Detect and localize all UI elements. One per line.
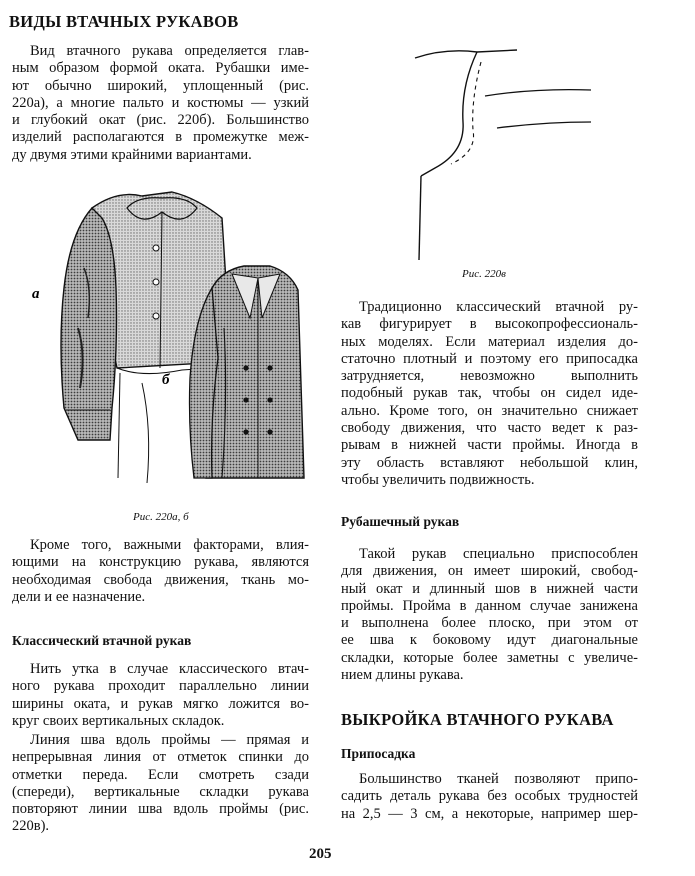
pattern-section-title: ВЫКРОЙКА ВТАЧНОГО РУКАВА <box>341 710 614 729</box>
text-line: ду двумя этими крайними вариантами. <box>12 146 252 163</box>
figure-label-a: а <box>32 286 40 302</box>
text-line: затрудняется, невозможно выполнить <box>341 368 638 385</box>
garment-illustration <box>22 178 312 488</box>
text-line: 220в). <box>12 818 50 835</box>
text-line: эту область вставляют небольшой клин, <box>341 454 638 471</box>
text-line: подобный рукав так, чтобы он сидел иде- <box>341 385 638 402</box>
text-line: Такой рукав специально приспособлен <box>359 546 638 562</box>
text-line: непрерывная линия от отметок спинки до <box>12 749 309 766</box>
text-line: Традиционно классический втачной ру- <box>359 299 638 315</box>
figure-label-b: б <box>162 372 170 388</box>
text-line: Линия шва вдоль проймы — прямая и <box>30 732 309 748</box>
text-line: повторяют линии шва вдоль проймы (рис. <box>12 801 309 818</box>
text-line: ально. Кроме того, он значительно снижает <box>341 402 638 419</box>
coat-figure-b <box>190 266 305 478</box>
text-line: ее шва к боковому идут диагональные <box>341 632 638 649</box>
text-line: на 2,5 — 3 см, а некоторые, например шер- <box>341 805 638 822</box>
classic-sleeve-heading: Классический втачной рукав <box>12 633 192 648</box>
shirt-paragraph <box>341 546 638 684</box>
text-line: Нить утка в случае классического втач- <box>30 661 309 677</box>
text-line: дели и ее назначение. <box>12 588 146 605</box>
text-line: свободу движения, что часто ведет к раз- <box>341 420 638 437</box>
text-line: ных моделях. Если материал изделия до- <box>341 333 638 350</box>
text-line: статочно плотный и поэтому его припосадка <box>341 350 638 367</box>
text-line: необходимая свобода движения, ткань мо- <box>12 571 309 588</box>
text-line: складки, которые более заметны с увеличе- <box>341 649 638 666</box>
text-line: рывам в нижней части проймы. Иногда в <box>341 437 638 454</box>
figure-caption-220ab: Рис. 220а, б <box>133 511 189 523</box>
text-line: садить деталь рукава без особых трудностей <box>341 788 638 805</box>
text-line: чтобы увеличить подвижность. <box>341 471 535 488</box>
text-line: ющими на конструкцию рукава, являются <box>12 554 309 571</box>
text-line: (спереди), вертикальные складки рукава <box>12 783 309 800</box>
text-line: проймы. Пройма в данном случае занижена <box>341 597 638 614</box>
tradition-paragraph <box>341 299 638 489</box>
text-line: ным образом формой оката. Рубашки име- <box>12 60 309 77</box>
figure-caption-220v: Рис. 220в <box>462 268 506 280</box>
text-line: ный окат и длинный шов в нижней части <box>341 580 638 597</box>
text-line: круг своих вертикальных складок. <box>12 712 225 729</box>
text-line: и глубокий окат (рис. 220б). Большинство <box>12 112 309 129</box>
classic-paragraph-1 <box>12 661 309 730</box>
text-line: Вид втачного рукава определяется глав- <box>30 43 309 59</box>
shirt-sleeve-heading: Рубашечный рукав <box>341 514 460 529</box>
ease-heading: Припосадка <box>341 746 416 761</box>
text-line: ного рукава проходит параллельно линии <box>12 678 309 695</box>
ease-paragraph <box>341 771 638 823</box>
text-line: и выполнена более плоско, при этом от <box>341 615 638 632</box>
text-line: ют обычно широкий, уплощенный (рис. <box>12 77 309 94</box>
text-line: ширины оката, и рукав мягко ложится во- <box>12 695 309 712</box>
factors-paragraph <box>12 537 309 606</box>
armhole-diagram <box>405 10 595 260</box>
text-line: для движения, он имеет широкий, свобод- <box>341 563 638 580</box>
section-title: ВИДЫ ВТАЧНЫХ РУКАВОВ <box>9 12 239 31</box>
intro-paragraph <box>12 43 309 164</box>
text-line: отметки переда. Если смотреть сзади <box>12 766 309 783</box>
classic-paragraph-2 <box>12 732 309 836</box>
text-line: Кроме того, важными факторами, влия- <box>30 537 309 553</box>
text-line: 220а), а многие пальто и костюмы — узкий <box>12 94 309 111</box>
text-line: кав фигурирует в высокопрофессиональ- <box>341 316 638 333</box>
text-line: нием длины рукава. <box>341 667 464 684</box>
text-line: изделий располагаются в промежутке меж- <box>12 129 309 146</box>
text-line: Большинство тканей позволяют припо- <box>359 771 638 787</box>
page-number: 205 <box>309 846 332 862</box>
